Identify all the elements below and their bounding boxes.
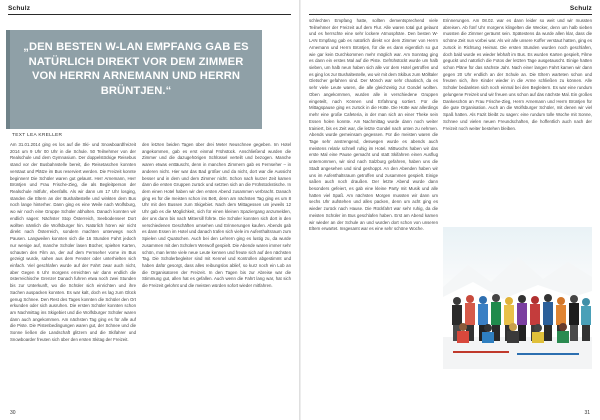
ski-group-photo: [443, 227, 592, 369]
header-rule: [8, 14, 291, 15]
pull-quote-text: „DEN BESTEN W-LAN EMPFANG GAB ES NATÜRLICH DIREKT VOR DEM ZIMMER VON HERRN ARNEMANN UND HERRN BRÜNTJEN.“: [23, 41, 249, 97]
article-text: schlechten Empfang hatte, sollten dementsprechend viele Teilnehmer der Freizeit auf dem Flur. Alle waren total gut gelaunt und es herrschte eine sehr lockere Atmosphäre. Den besten W-LAN Empfang gab es natürlich direkt vor dem Zimmer von Herrn Arnemann und Herrn Brüntjen, für die es dann eigentlich so gut wie gar kein Durchkommen mehr möglich war. Am Sonntag ging es dann ein erstes Mal auf die Piste. Gefrühstückt wurde um halb sieben, um halb neun haben sich alle vor dem Hotel getroffen und es ging los zur Bushaltestelle, wo wir mit dem Skibus zum Mölltaler Gletscher gefahren sind. Der Mönch war sehr chaotisch, da es sehr viele Leute waren, die alle gleichzeitig zur Gondel wollten. Oben angekommen, wurden alle in verschiedene Gruppen eingeteilt, nach Können und Erfahrung sortiert. Für die Mittagspause ging es zurück in die Hütte. Die Hütte war allerdings mehr eine große Cafeteria, in der man sich an einer Theke sein Essen holen konnte. Am Nachmittag wurde dann noch weiter trainiert, bis es Zeit war, die letzte Gondel nach unten zu nehmen. Abends wurde gemeinsam gegessen. Für die meisten waren die Tage sehr anstrengend, deswegen wurde es abends auch meistens relativ schnell ruhig im Hotel. Mittwochs haben wir das erste Mal eine Pause gemacht und statt Skifahren einen Ausflug unternommen, wir sind nach Salzburg gefahren, haben uns die Stadt angesehen und sind geshoppt. An den Abenden haben wir uns im Aufenthaltsraum getroffen und zusammen gespielt. Einige saßen auch noch draußen. Der letzte Abend wurde dann besonders gefeiert, es gab eine kleine Party mit Musik und alle hatten viel Spaß. Am nächsten Morgen mussten wir dann um sechs Uhr aufstehen und alles packen, denn um acht ging es wieder zurück nach Hause. Die Rückfahrt war sehr ruhig, da die meisten Schüler im Bus geschlafen haben. Erst am Abend kamen wir wieder an der Schule an und wurden dort schon von unseren Eltern erwartet. Insgesamt war es eine sehr schöne Woche.: [309, 18, 438, 232]
article-column-2: [142, 142, 291, 400]
page-number: 31: [584, 410, 590, 416]
byline: TEXT LEA KRELLER: [12, 133, 63, 138]
left-page: [0, 0, 299, 420]
article-column-1: [10, 142, 136, 400]
article-column-3: [309, 18, 438, 400]
photo-illustration: [443, 227, 592, 369]
pull-quote-box: [6, 30, 262, 129]
page-number: 30: [10, 410, 16, 416]
header-rule: [309, 14, 592, 15]
page-header: Schulz: [569, 5, 592, 12]
article-text: den letzten beiden Tagen über drei Meter Neuschnee gegeben. Im Hotel angekommen, gab es erst einmal Frühstück. Anschließend wurden die Zimmer und die dazugehörigen Schlüssel verteilt und bezogen. Manche waren etwas enttäuscht, denn in manchen Zimmern gab es Fernseher – in anderen nicht. Hier war das Bad größer und da nicht, dort war die Aussicht besser und in dem und dem Zimmer nicht. Schon nach kurzer Zeit kamen dann die ersten Gruppen zurück und setzten sich an die Frühstückstische. In dem einen Hotel haben wir den ersten Abend zusammen verbracht. Danach ging es für die meisten schon ins Bett, denn am nächsten Tag ging es um 8 Uhr mit den Bussen zum Skigebiet. Nach dem Mittagessen um jeweils 12 Uhr gab es die Möglichkeit, sich für einen kleinen Spaziergang anzumelden, der uns dann bis nach Mittersill führte. Die Schüler konnten sich dort in den verschiedenen Geschäften umsehen und Erinnerungen kaufen. Abends gab es dann Essen im Hotel und danach trafen sich viele im Aufenthaltsraum zum Spielen und Quatschen. Auch bei den Lehrern ging es lustig zu, da wurde zusammen mit den Schülern Werwolf gespielt. Die Abende waren immer sehr schön, man lernte viele neue Leute kennen und freute sich auf den nächsten Tag. Die Schülerbegleiter sind mit Kennel und Kontrollen abgestimmt und haben dafür gesorgt, dass alles reibungslos ablief, so kurz noch ein Lob an die Organisatoren der Freizeit. In den Tagen bis zur Abreise war die Stimmung gut, allen hat es gefallen. Auch wenn die Fahrt lang war, hat sich die Freizeit gelohnt und die meisten würden sofort wieder mitfahren.: [142, 142, 291, 289]
article-text: Am 31.01.2014 ging es los auf die Ski- und Snowboardfreizeit 2014 um 9 Uhr 00 Uhr in die Schule. 50 Teilnehmer von der Realschule und dem Gymnasium. Der doppelstöckige Reisebus stand vor der Busbahnstelle bereit, die Reisetaschen konnten verstaut und Plätze im Bus reserviert werden. Die Freizeit konnte beginnen! Die Schüler waren gut gelaunt. Herr Arnemann, Herr Brüntjen und Frau Frische-Zieg, die als Begleitperson der Realschule mitfuhr, ebenfalls. Als wir dann um 17 Uhr losging, standen die Eltern an der Bushaltestelle und winkten dem Bus noch lange hinterher. Dann ging es eine Weile nach Wolfsburg, wo wir noch eine Gruppe Schüler abholten. Danach konnten wir endlich sagen: Nächster Stop Österreich, Seebodensee! Dort wollten nämlich die Wolfsburger hin. Natürlich hören wir nicht direkt nach Österreich, sondern machten unterwegs noch Pausen. Langweilen konnten sich die 16 Stunden Fahrt jedoch nur wenige auf, manche Schüler lasen Bücher, spielten Karten, schauten den Film an, der auf dem Fernseher vorne im Bus gezeigt wurde, sahen aus dem Fenster oder unterhielten sich einfach. Viel geschlafen wurde auf der Fahrt zwar auch nicht, aber Gegen 6 Uhr morgens erreichten wir dann endlich die österreichische Grenze! Danach fuhren etwa noch zwei Stunden bis zur Unterkunft, wo die Schüler sich einrichten und ihre Sachen auspacken konnten. Es war kalt, doch es lag zum Glück genug Schnee. Den Rest des Tages konnten die Schüler den Ort erkunden oder sich ausruhen. Die ersten Schüler konnten schon am Nachmittag ins Skigebiet und die Wolfsburger Schüler waren dann auch angekommen. Am nächsten Tag ging es für alle auf die Piste. Die Pistenbedingungen waren gut, der Schnee und die Sonne ließen die Landschaft glitzern und die Skifahrer und Snowboarder freuten sich über den ersten Skitag der Freizeit.: [10, 142, 136, 342]
page-header: Schulz: [8, 5, 31, 12]
article-text: Erinnerungen. Am 08.02. war es dann leider so weit und wir mussten abreisen. Ab fünf Uhr morgens klingelten die Wecker, denn um halb sieben mussten die Zimmer geräumt sein. Spätestens da wurde allen klar, dass die schöne Zeit nun vorbei war. Als wir alle unsere Koffer verstaut hatten, ging es zurück in Richtung Heimat. Die ersten Stunden wurden noch geschlafen, doch bald wurde es wieder lebhaft im Bus. Es wurden Karten gespielt, Filme geguckt und natürlich die Fotos der letzten Tage ausgetauscht. Einige hatten schon Pläne für das nächste Jahr. Nach einer langen Fahrt kamen wir dann gegen 20 Uhr endlich an der Schule an. Die Eltern warteten schon und freuten sich, ihre Kinder wieder in die Arme schließen zu können. Alle Schüler bedankten sich noch einmal bei den Begleitern. Es war eine rundum gelungene Freizeit und wir freuen uns schon auf das nächste Mal. Ein großes Dankeschön an Frau Frische-Zieg, Herrn Arnemann und Herrn Brüntjen für die gute Organisation. Auch an die Wolfsburger Schüler, mit denen wir viel Spaß hatten. Als Fazit bleibt zu sagen: eine rundum tolle Woche mit Sonne, Schnee und vielen neuen Freundschaften, die hoffentlich auch nach der Freizeit noch weiter bestehen bleiben.: [443, 18, 592, 131]
right-page: [301, 0, 600, 420]
article-column-4: [443, 18, 592, 225]
